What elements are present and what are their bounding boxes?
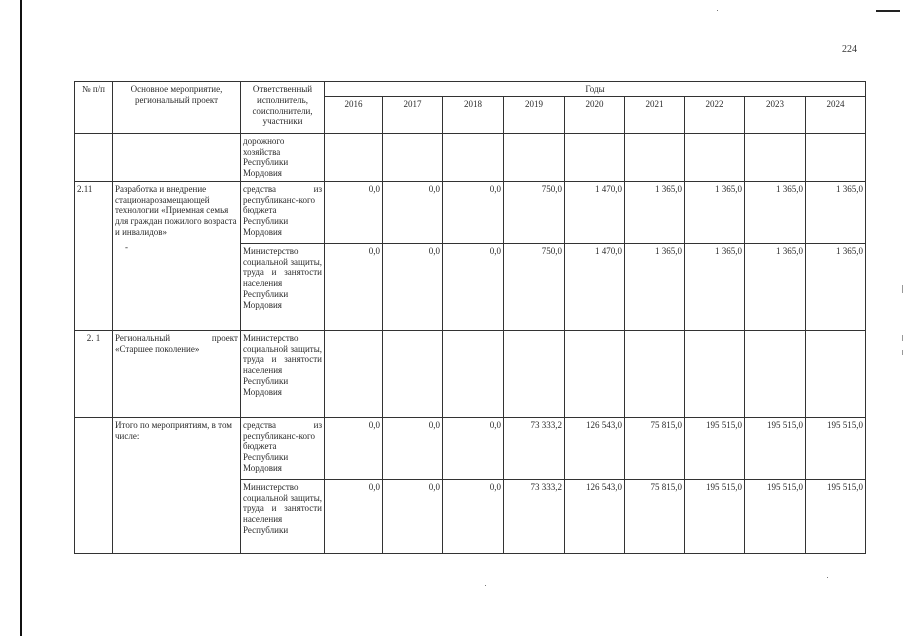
year-header: 2024 xyxy=(806,96,866,133)
row-activity: Итого по мероприятиям, в том числе: xyxy=(113,417,241,553)
value-cell xyxy=(504,133,565,181)
scan-speck xyxy=(827,577,828,578)
row-activity xyxy=(113,181,241,330)
value-cell: 195 515,0 xyxy=(806,479,866,553)
value-cell: 195 515,0 xyxy=(685,417,745,479)
program-table xyxy=(74,81,866,554)
table-row xyxy=(75,417,866,479)
value-cell: 750,0 xyxy=(504,181,565,243)
row-activity: Региональный проект «Старшее поколение» xyxy=(113,330,241,417)
year-header: 2019 xyxy=(504,96,565,133)
value-cell: 750,0 xyxy=(504,243,565,330)
value-cell: 0,0 xyxy=(443,181,504,243)
value-cell: 1 365,0 xyxy=(625,181,685,243)
value-cell: 195 515,0 xyxy=(685,479,745,553)
value-cell xyxy=(685,133,745,181)
header-num: № п/п xyxy=(75,82,113,134)
scan-mark xyxy=(902,285,903,293)
value-cell: 1 365,0 xyxy=(745,181,806,243)
value-cell xyxy=(806,133,866,181)
value-cell: 75 815,0 xyxy=(625,417,685,479)
year-header: 2016 xyxy=(325,96,383,133)
value-cell: 1 365,0 xyxy=(806,181,866,243)
binding-edge xyxy=(20,0,22,636)
row-activity xyxy=(113,133,241,181)
row-activity-mark: - xyxy=(125,241,128,252)
value-cell: 195 515,0 xyxy=(745,479,806,553)
value-cell xyxy=(325,133,383,181)
year-header: 2018 xyxy=(443,96,504,133)
page-number: 224 xyxy=(842,44,857,55)
year-header: 2022 xyxy=(685,96,745,133)
value-cell: 126 543,0 xyxy=(565,479,625,553)
year-header: 2021 xyxy=(625,96,685,133)
row-executor: Министерство социальной защиты, труда и занятости населения Республики Мордовия xyxy=(241,243,325,330)
value-cell xyxy=(443,133,504,181)
row-num xyxy=(75,417,113,553)
value-cell xyxy=(745,133,806,181)
corner-mark xyxy=(876,10,900,12)
header-row xyxy=(75,82,866,97)
value-cell: 0,0 xyxy=(383,417,443,479)
value-cell: 195 515,0 xyxy=(806,417,866,479)
row-executor: средства из республиканс-кого бюджета Республики Мордовия xyxy=(241,181,325,243)
value-cell: 1 365,0 xyxy=(625,243,685,330)
value-cell: 0,0 xyxy=(325,479,383,553)
row-activity-text: Разработка и внедрение стационарозамещающей технологии «Приемная семья для граждан пожилого возраста и инвалидов» xyxy=(115,183,237,237)
value-cell xyxy=(806,330,866,417)
row-num xyxy=(75,133,113,181)
value-cell: 0,0 xyxy=(325,181,383,243)
value-cell xyxy=(383,330,443,417)
value-cell: 73 333,2 xyxy=(504,479,565,553)
value-cell: 1 365,0 xyxy=(685,243,745,330)
header-executor: Ответственный исполнитель, соисполнители, участники xyxy=(241,82,325,134)
value-cell: 0,0 xyxy=(443,243,504,330)
value-cell: 0,0 xyxy=(325,243,383,330)
value-cell xyxy=(625,330,685,417)
year-header: 2023 xyxy=(745,96,806,133)
value-cell: 73 333,2 xyxy=(504,417,565,479)
value-cell: 75 815,0 xyxy=(625,479,685,553)
value-cell: 195 515,0 xyxy=(745,417,806,479)
value-cell xyxy=(443,330,504,417)
value-cell: 1 365,0 xyxy=(685,181,745,243)
value-cell: 0,0 xyxy=(325,417,383,479)
table-row xyxy=(75,330,866,417)
value-cell xyxy=(565,133,625,181)
value-cell: 126 543,0 xyxy=(565,417,625,479)
value-cell xyxy=(565,330,625,417)
value-cell: 1 470,0 xyxy=(565,243,625,330)
value-cell xyxy=(685,330,745,417)
value-cell: 1 365,0 xyxy=(745,243,806,330)
table-row xyxy=(75,181,866,243)
value-cell xyxy=(625,133,685,181)
row-num: 2.11 xyxy=(75,181,113,330)
row-executor: средства из республиканс-кого бюджета Республики Мордовия xyxy=(241,417,325,479)
scan-mark xyxy=(902,350,903,355)
row-num: 2. 1 xyxy=(75,330,113,417)
scan-speck xyxy=(717,10,718,11)
scan-mark xyxy=(902,335,903,341)
row-executor: Министерство социальной защиты, труда и занятости населения Республики Мордовия xyxy=(241,330,325,417)
value-cell: 1 470,0 xyxy=(565,181,625,243)
header-activity: Основное мероприятие, региональный проект xyxy=(113,82,241,134)
scan-speck xyxy=(485,585,486,586)
value-cell xyxy=(504,330,565,417)
year-header: 2017 xyxy=(383,96,443,133)
year-header: 2020 xyxy=(565,96,625,133)
value-cell xyxy=(383,133,443,181)
value-cell: 0,0 xyxy=(443,479,504,553)
value-cell: 0,0 xyxy=(383,479,443,553)
row-executor: дорожного хозяйства Республики Мордовия xyxy=(241,133,325,181)
value-cell: 0,0 xyxy=(383,181,443,243)
value-cell: 0,0 xyxy=(383,243,443,330)
value-cell xyxy=(325,330,383,417)
header-years-group: Годы xyxy=(325,82,866,97)
table-row xyxy=(75,133,866,181)
value-cell xyxy=(745,330,806,417)
value-cell: 0,0 xyxy=(443,417,504,479)
value-cell: 1 365,0 xyxy=(806,243,866,330)
row-executor: Министерство социальной защиты, труда и занятости населения Республики xyxy=(241,479,325,553)
